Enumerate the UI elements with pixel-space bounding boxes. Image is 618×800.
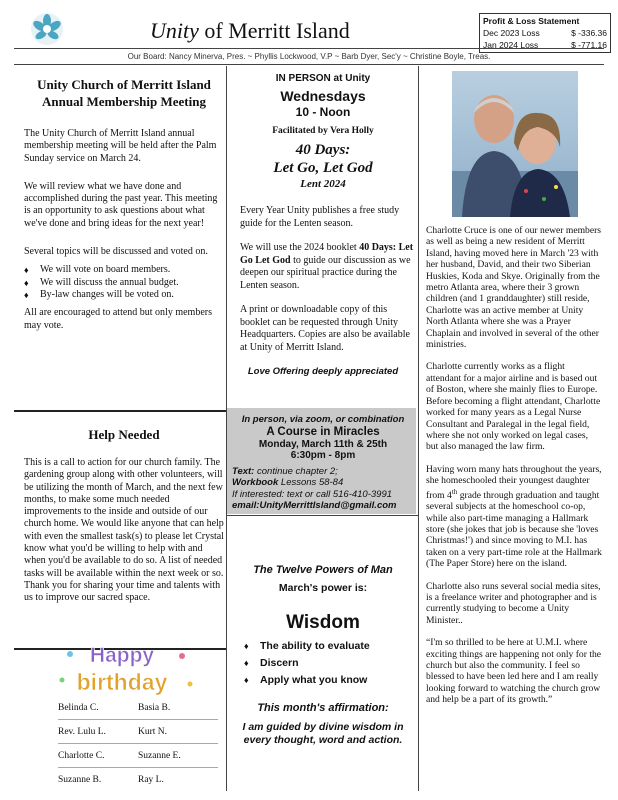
miracles-title: A Course in Miracles [266, 425, 380, 438]
list-item: ♦ By-law changes will be voted on. [24, 289, 224, 301]
miracles-time: 6:30pm - 8pm [290, 450, 356, 461]
lent-time: 10 - Noon [295, 104, 351, 119]
birthday-table [58, 696, 218, 791]
list-item: ♦ The ability to evaluate [244, 638, 414, 655]
board-members: Our Board: Nancy Minerva, Pres. ~ Phyllis Lockwood, V.P ~ Barb Dyer, Sec'y ~ Christine Boyle, Treas. [127, 52, 491, 61]
spotlight-paragraph: Charlotte also runs several social media sites, is a freelance writer and photographer and is currently studying to become a Unity Minister.. [426, 580, 601, 626]
table-row: Belinda C. Basia B. [58, 702, 171, 713]
list-item: ♦ We will vote on board members. [24, 264, 224, 276]
powers-section [232, 564, 414, 747]
header-rule [14, 48, 604, 49]
annual-meeting-section [24, 76, 224, 332]
profit-loss-heading: Profit & Loss Statement [483, 16, 580, 26]
birthday-balloons-icon [22, 640, 222, 696]
spotlight-quote: “I'm so thrilled to be here at U.M.I. where exciting things are happening not only for the church but also the community. I feel so blessed to have been led here and I am really looking forward to watching the church grow and help be a part of its growth.” [426, 637, 602, 706]
list-item: ♦ We will discuss the annual budget. [24, 277, 224, 289]
miracles-section [232, 414, 414, 512]
meeting-paragraph: We will review what we have done and accomplished during the past year. This meeting is an opportunity to ask questions about what we've done and bring ideas for the next year! [24, 180, 218, 229]
profit-loss-box [479, 13, 611, 53]
miracles-line: In person, via zoom, or combination [241, 414, 405, 425]
birthday-word-happy: Happy [89, 644, 155, 667]
lent-facilitator: Facilitated by Vera Holly [272, 125, 374, 136]
board-rule [14, 64, 604, 65]
birthday-banner [22, 640, 222, 701]
lent-line: IN PERSON at Unity [275, 73, 371, 84]
miracles-contact: If interested: text or call 516-410-3991 [232, 488, 393, 500]
power-word: Wisdom [286, 612, 360, 633]
spotlight-paragraph: Having worn many hats throughout the years, she homeschooled their youngest daughter from 4th grade through graduation and taught several subjects at the homeschool co-op, while also part-time managing a Hallmark store (she jokes that job is because she 'loves Christmas!') and since moving to M.I. has taken on a very part-time role at the Hallmark (The Paper Store) here on the island. [426, 463, 602, 570]
table-row: Suzanne B. Ray L. [58, 767, 218, 791]
member-photo [452, 71, 578, 217]
pl-row: Jan 2024 Loss $ -771.16 [483, 40, 607, 50]
meeting-paragraph: Several topics will be discussed and voted on. [24, 246, 208, 258]
lent-title: Let Go, Let God [273, 160, 373, 176]
spotlight-paragraph: Charlotte Cruce is one of our newer members as well as being a new resident of Merritt Island, having moved here in March '23 with her husband, David, and their two Siberian Huskies, Koda and Skye. Originally from the metro Atlanta area, where their 3 grown children (and 1 granddaughter) still reside, Charlotte was an active member at Unity North Atlanta where she was a Prayer Chaplain and involved in several of the other ministries. [426, 225, 602, 351]
powers-title: The Twelve Powers of Man [253, 564, 393, 576]
birthday-word-birthday: birthday [76, 669, 168, 695]
meeting-heading: Unity Church of Merritt Island Annual Membership Meeting [37, 77, 211, 109]
meeting-bullets [24, 264, 224, 301]
section-rule [226, 515, 418, 516]
table-row: Rev. Lulu L. Kurt N. [58, 719, 218, 743]
newsletter-title: Unity of Merritt Island [150, 18, 350, 43]
miracles-workbook: Workbook Lessons 58-84 [232, 477, 344, 488]
list-item: ♦ Discern [244, 655, 414, 672]
miracles-text: Text: continue chapter 2; [232, 465, 338, 477]
section-rule [14, 410, 226, 412]
powers-subtitle: March's power is: [278, 581, 368, 594]
pl-row: Dec 2023 Loss $ -336.36 [483, 28, 607, 38]
meeting-paragraph: The Unity Church of Merritt Island annual membership meeting will be held after the Palm Sunday service on March 24. [24, 128, 217, 164]
miracles-date: Monday, March 11th & 25th [258, 438, 388, 450]
affirmation-text: I am guided by divine wisdom in every thought, word and action. [242, 720, 404, 746]
help-paragraph: This is a call to action for our church family. The gardening group along with other volunteers, will be utilizing the month of March, and the next few months, to make some much needed improvements to the inside and outside of our church home. We would like anyone that can help with even the smallest task(s) to please let Crystal know what you'd be willing to help with and when you'd be available to do so. A list of needed tasks will be available within the next week or so. Thank you for sharing your time and talents with us to improve our sacred space. [24, 457, 224, 604]
member-spotlight [426, 225, 602, 706]
spotlight-paragraph: Charlotte currently works as a flight attendant for a major airline and is based out of Boston, where she mainly flies to Europe. Before becoming a flight attendant, Charlotte worked for many years as a Legal Nurse Consultant and Paralegal in the legal field, where she not only worked on legal cases, but also managed the law firm. [426, 361, 601, 453]
affirmation-heading: This month's affirmation: [257, 702, 389, 714]
table-row: Charlotte C. Suzanne E. [58, 743, 218, 767]
lent-day: Wednesdays [280, 87, 366, 104]
column-divider [418, 66, 419, 791]
meeting-paragraph: All are encouraged to attend but only members may vote. [24, 307, 212, 331]
lent-section [232, 73, 414, 379]
help-heading: Help Needed [88, 427, 160, 442]
lent-paragraph: Every Year Unity publishes a free study guide for the Lenten season. [240, 205, 400, 229]
help-needed-section [24, 426, 224, 605]
lent-paragraph: A print or downloadable copy of this booklet can be requested through Unity Headquarters. Copies are also be available at Unity of Merritt Island. [240, 304, 410, 353]
love-offering: Love Offering deeply appreciated [247, 366, 399, 377]
unity-logo-icon [30, 12, 64, 46]
power-bullets [232, 638, 414, 689]
list-item: ♦ Apply what you know [244, 672, 414, 689]
lent-title: 40 Days: [295, 142, 351, 158]
lent-paragraph: We will use the 2024 booklet 40 Days: Let Go Let God to guide our discussion as we deepen our spiritual practice during the Lenten season. [240, 242, 414, 291]
miracles-email[interactable]: email:UnityMerrittIsland@gmail.com [232, 500, 397, 511]
lent-subtitle: Lent 2024 [300, 178, 346, 190]
couple-photo-icon [452, 71, 578, 217]
